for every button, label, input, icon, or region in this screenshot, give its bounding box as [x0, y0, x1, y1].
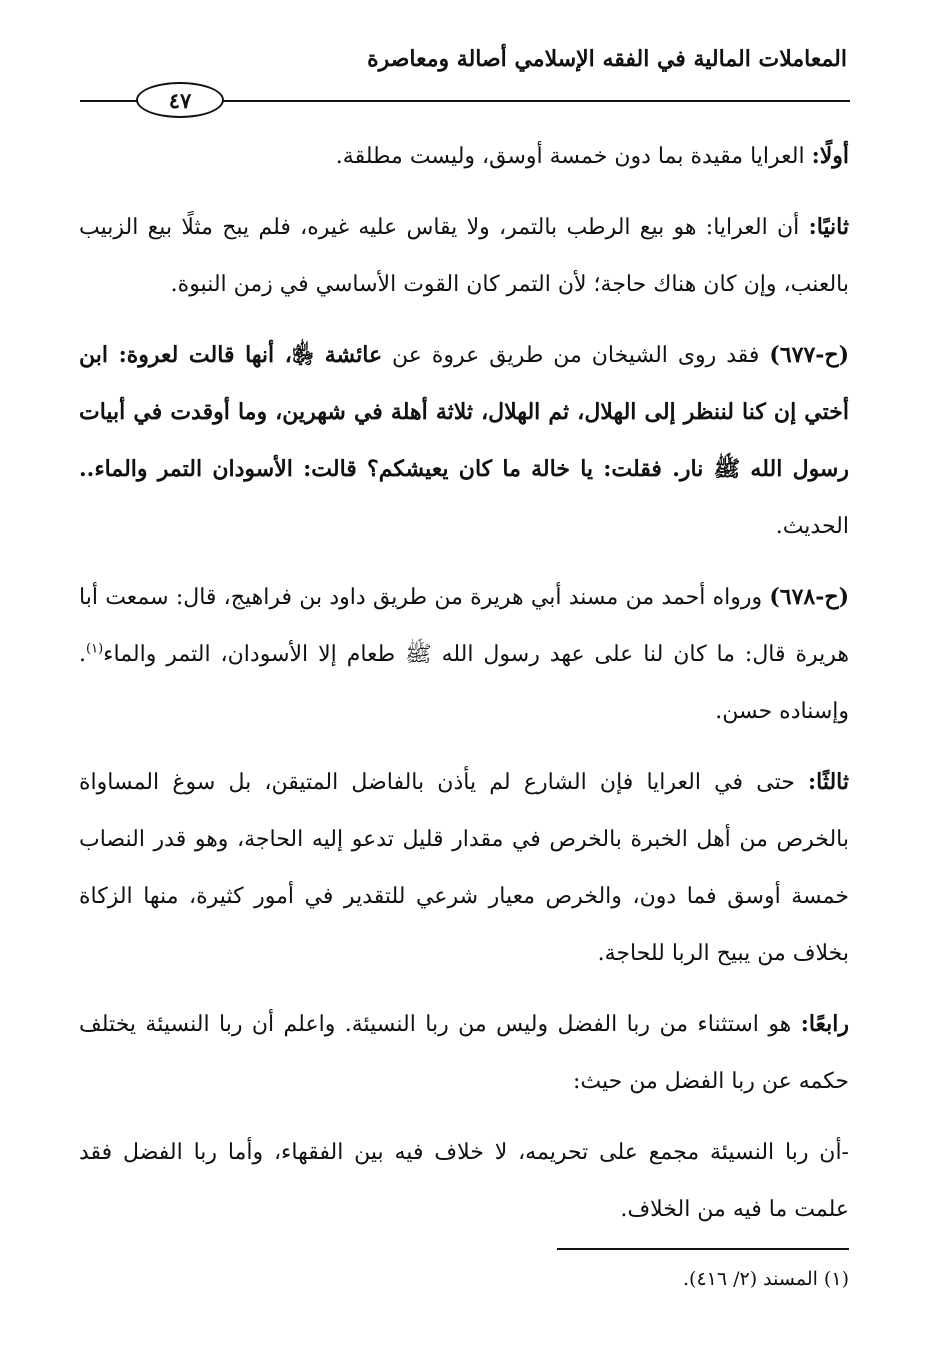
paragraph-text: العرايا مقيدة بما دون خمسة أوسق، وليست مطلقة.: [335, 144, 812, 169]
paragraph-label: ثالثًا:: [808, 769, 849, 795]
footnote: (١) المسند (٢/ ٤١٦).: [682, 1268, 849, 1290]
body-text: [79, 128, 849, 1252]
page-number: ٤٧: [136, 82, 224, 118]
paragraph-second: [79, 199, 849, 313]
hadith-677: [79, 327, 849, 555]
footnote-marker: (١): [86, 641, 104, 657]
running-title: المعاملات المالية في الفقه الإسلامي أصالة ومعاصرة: [367, 46, 847, 72]
paragraph-text: . وإسناده حسن.: [79, 642, 849, 724]
paragraph-third: [79, 754, 849, 982]
footnote-rule: [557, 1248, 849, 1250]
paragraph-label: رابعًا:: [800, 1011, 849, 1037]
paragraph-text: حتى في العرايا فإن الشارع لم يأذن بالفاضل المتيقن، بل سوغ المساواة بالخرص من أهل الخبرة بالخرص في مقدار قليل تدعو إليه الحاجة، وهو قدر النصاب خمسة أوسق فما دون، والخرص معيار شرعي للتقدير في أمور كثيرة، منها الزكاة بخلاف من يبيح الربا للحاجة.: [79, 770, 849, 966]
paragraph-label: أولًا:: [811, 143, 849, 169]
paragraph-label: ثانيًا:: [808, 214, 849, 240]
paragraph-text: فقد روى الشيخان من طريق عروة عن: [382, 343, 770, 368]
paragraph-text: الحديث.: [775, 514, 849, 539]
hadith-quote: عائشة ﵂، أنها قالت لعروة: ابن أختي إن كنا لننظر إلى الهلال، ثم الهلال، ثلاثة أهلة في شهرين، وما أوقدت في أبيات رسول الله ﷺ نار. فقلت: يا خالة ما كان يعيشكم؟ قالت: الأسودان التمر والماء..: [79, 342, 849, 482]
hadith-reference: (ح-٦٧٨): [769, 584, 849, 610]
hadith-678: [79, 569, 849, 740]
hadith-reference: (ح-٦٧٧): [769, 342, 850, 368]
paragraph-first: [79, 128, 849, 185]
paragraph-text: ورواه أحمد من مسند أبي هريرة من طريق داود بن فراهيج، قال: سمعت أبا هريرة قال: ما كان لنا على عهد رسول الله ﷺ طعام إلا الأسودان، التمر والماء: [79, 585, 849, 667]
paragraph-point: -أن ربا النسيئة مجمع على تحريمه، لا خلاف فيه بين الفقهاء، وأما ربا الفضل فقد علمت ما فيه من الخلاف.: [79, 1140, 849, 1222]
paragraph-text: أن العرايا: هو بيع الرطب بالتمر، ولا يقاس عليه غيره، فلم يبح مثلًا بيع الزبيب بالعنب، وإن كان هناك حاجة؛ لأن التمر كان القوت الأساسي في زمن النبوة.: [79, 215, 849, 297]
paragraph-text: هو استثناء من ربا الفضل وليس من ربا النسيئة. واعلم أن ربا النسيئة يختلف حكمه عن ربا الفضل من حيث:: [79, 1012, 849, 1094]
paragraph-fourth: [79, 996, 849, 1110]
